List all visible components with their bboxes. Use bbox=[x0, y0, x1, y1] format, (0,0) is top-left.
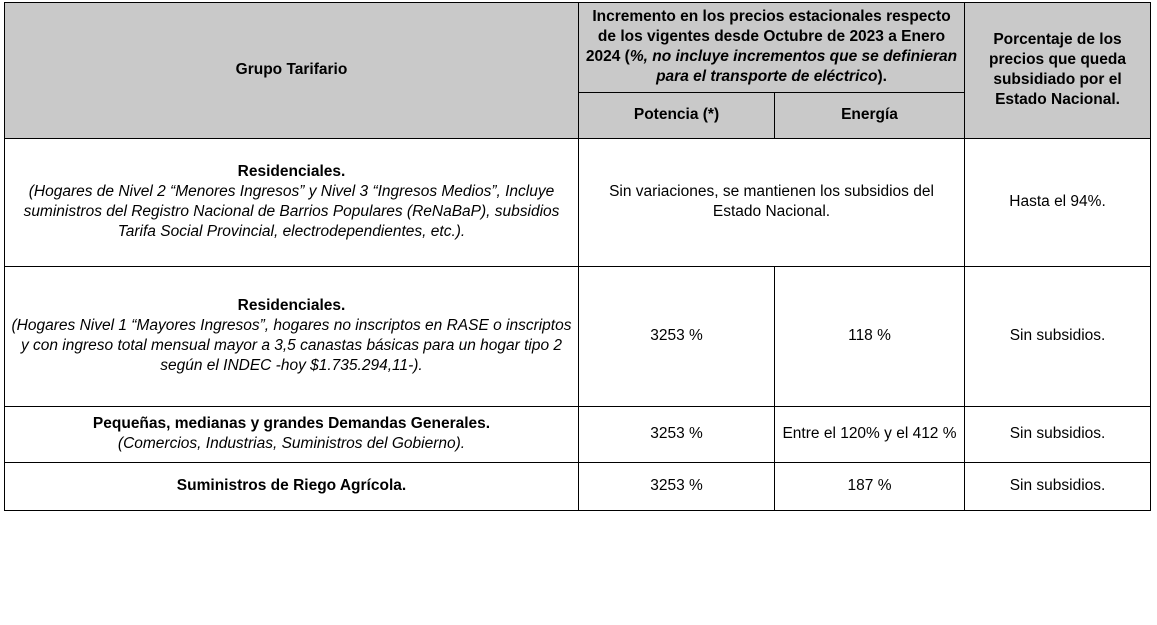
row-group-demandas-generales bbox=[5, 406, 579, 462]
table-row bbox=[5, 138, 1151, 266]
header-incremento-text2: ). bbox=[877, 68, 887, 86]
row-group-detail: (Hogares Nivel 1 “Mayores Ingresos”, hogares no inscriptos en RASE o inscriptos y con ingreso total mensual mayor a 3,5 canastas básicas para un hogar tipo 2 según el INDEC -hoy $1.735.294,11-). bbox=[11, 316, 572, 375]
header-energia: Energía bbox=[775, 92, 965, 138]
row-energia-3: 187 % bbox=[775, 462, 965, 510]
row-group-riego-agricola bbox=[5, 462, 579, 510]
row-subsidio-0: Hasta el 94%. bbox=[965, 138, 1151, 266]
row-group-title: Residenciales. bbox=[237, 162, 346, 180]
header-potencia: Potencia (*) bbox=[579, 92, 775, 138]
table-body bbox=[5, 138, 1151, 510]
row-subsidio-1: Sin subsidios. bbox=[965, 266, 1151, 406]
row-subsidio-3: Sin subsidios. bbox=[965, 462, 1151, 510]
table-row bbox=[5, 462, 1151, 510]
row-group-residenciales-bajos bbox=[5, 138, 579, 266]
table-header bbox=[5, 3, 1151, 139]
row-energia-1: 118 % bbox=[775, 266, 965, 406]
tarifa-table bbox=[4, 2, 1151, 511]
row-merged-sin-variaciones: Sin variaciones, se mantienen los subsidios del Estado Nacional. bbox=[579, 138, 965, 266]
row-potencia-2: 3253 % bbox=[579, 406, 775, 462]
header-incremento-italic: %, no incluye incrementos que se definieran para el transporte de eléctrico bbox=[629, 48, 958, 86]
row-group-detail: (Comercios, Industrias, Suministros del Gobierno). bbox=[117, 435, 466, 453]
row-subsidio-2: Sin subsidios. bbox=[965, 406, 1151, 462]
row-potencia-1: 3253 % bbox=[579, 266, 775, 406]
header-row-main bbox=[5, 3, 1151, 93]
row-group-title: Suministros de Riego Agrícola. bbox=[176, 476, 407, 494]
document-page bbox=[0, 2, 1157, 625]
row-group-title: Pequeñas, medianas y grandes Demandas Generales. bbox=[92, 414, 491, 432]
header-porcentaje-subsidiado: Porcentaje de los precios que queda subsidiado por el Estado Nacional. bbox=[965, 3, 1151, 139]
header-incremento-text1: Incremento en los precios estacionales respecto de los vigentes desde Octubre de 2023 a Enero 2024 ( bbox=[585, 8, 951, 66]
table-row bbox=[5, 406, 1151, 462]
header-grupo-tarifario: Grupo Tarifario bbox=[5, 3, 579, 139]
row-energia-2: Entre el 120% y el 412 % bbox=[775, 406, 965, 462]
row-potencia-3: 3253 % bbox=[579, 462, 775, 510]
row-group-residenciales-n1 bbox=[5, 266, 579, 406]
row-group-detail: (Hogares de Nivel 2 “Menores Ingresos” y Nivel 3 “Ingresos Medios”, Incluye suministros del Registro Nacional de Barrios Populares (ReNaBaP), subsidios Tarifa Social Provincial, electrodependientes, etc.). bbox=[23, 182, 560, 241]
table-row bbox=[5, 266, 1151, 406]
header-incremento-precios bbox=[579, 3, 965, 93]
row-group-title: Residenciales. bbox=[237, 296, 346, 314]
